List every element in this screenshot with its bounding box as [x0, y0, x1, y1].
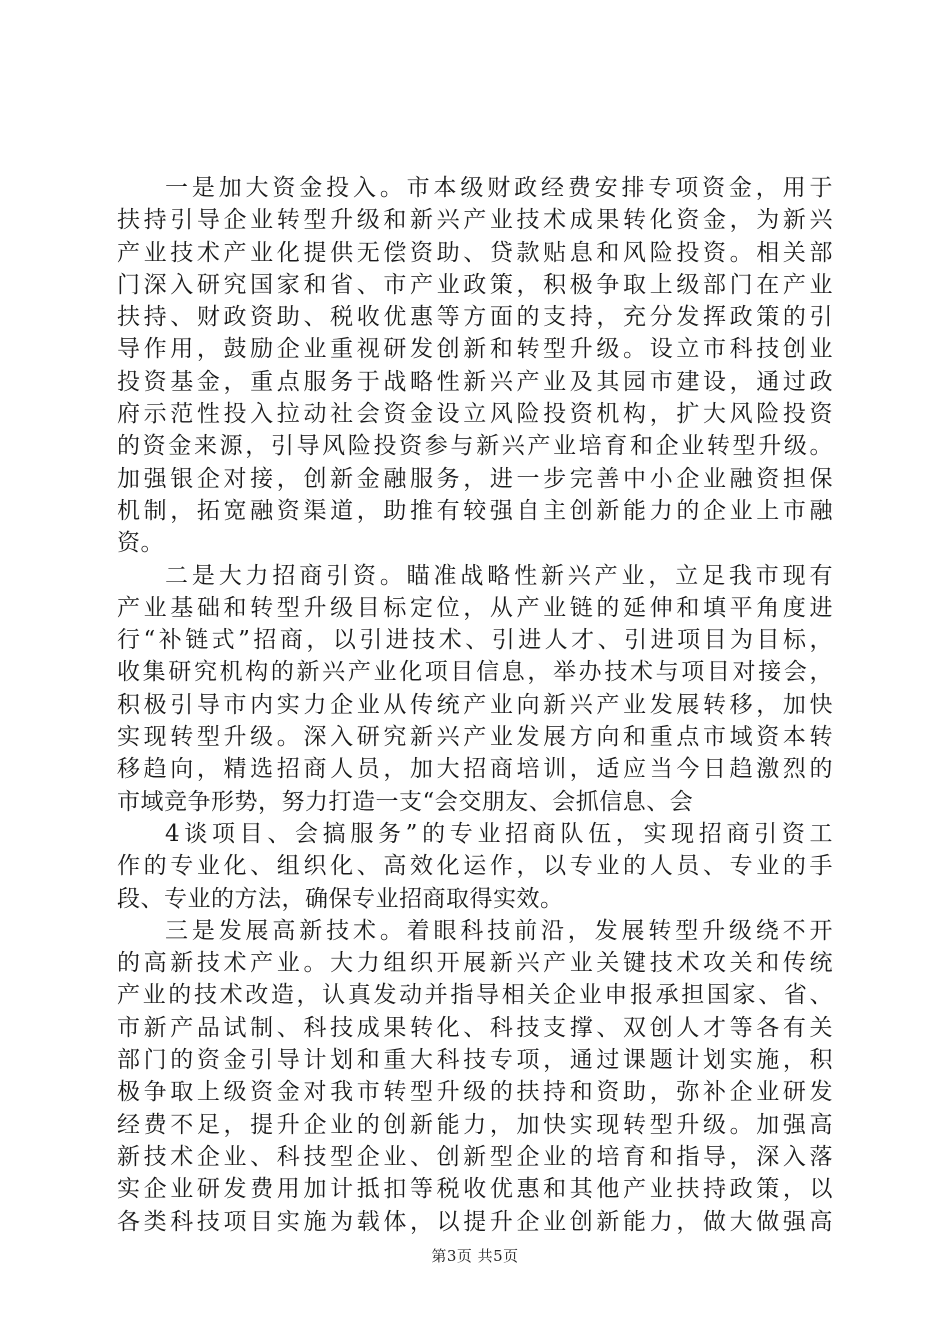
page-footer: 第3页 共5页 [431, 1247, 519, 1265]
text-line: 新技术企业、科技型企业、创新型企业的培育和指导，深入落 [117, 1143, 833, 1170]
text-line: 经费不足，提升企业的创新能力，加快实现转型升级。加强高 [117, 1111, 833, 1138]
text-line: 的资金来源，引导风险投资参与新兴产业培育和企业转型升级。 [117, 433, 833, 460]
text-line: 二是大力招商引资。瞄准战略性新兴产业，立足我市现有 [165, 562, 833, 589]
text-line: 加强银企对接，创新金融服务，进一步完善中小企业融资担保 [117, 465, 833, 492]
text-line: 积极引导市内实力企业从传统产业向新兴产业发展转移，加快 [117, 691, 833, 718]
text-line: 4谈项目、会搞服务”的专业招商队伍，实现招商引资工 [165, 820, 833, 847]
text-line: 导作用，鼓励企业重视研发创新和转型升级。设立市科技创业 [117, 336, 833, 363]
text-line: 扶持、财政资助、税收优惠等方面的支持，充分发挥政策的引 [117, 304, 833, 331]
text-line: 极争取上级资金对我市转型升级的扶持和资助，弥补企业研发 [117, 1079, 833, 1106]
text-line: 实现转型升级。深入研究新兴产业发展方向和重点市域资本转 [117, 724, 833, 751]
text-line: 段、专业的方法，确保专业招商取得实效。 [117, 885, 564, 912]
text-line: 一是加大资金投入。市本级财政经费安排专项资金，用于 [165, 175, 833, 201]
text-line: 部门的资金引导计划和重大科技专项，通过课题计划实施，积 [117, 1047, 833, 1074]
text-line: 资。 [117, 530, 164, 557]
text-line: 各类科技项目实施为载体，以提升企业创新能力，做大做强高 [117, 1208, 833, 1235]
text-line: 的高新技术产业。大力组织开展新兴产业关键技术攻关和传统 [117, 950, 833, 977]
text-line: 收集研究机构的新兴产业化项目信息，举办技术与项目对接会， [117, 659, 833, 686]
text-line: 扶持引导企业转型升级和新兴产业技术成果转化资金，为新兴 [117, 207, 833, 234]
text-line: 产业基础和转型升级目标定位，从产业链的延伸和填平角度进 [117, 594, 833, 621]
text-line: 三是发展高新技术。着眼科技前沿，发展转型升级绕不开 [165, 917, 833, 944]
text-line: 府示范性投入拉动社会资金设立风险投资机构，扩大风险投资 [117, 401, 833, 428]
text-line: 投资基金，重点服务于战略性新兴产业及其园市建设，通过政 [117, 368, 833, 395]
body-text [117, 172, 833, 1238]
text-line: 行“补链式”招商，以引进技术、引进人才、引进项目为目标， [117, 627, 833, 654]
text-line: 产业技术产业化提供无偿资助、贷款贴息和风险投资。相关部 [117, 239, 833, 266]
text-line: 门深入研究国家和省、市产业政策，积极争取上级部门在产业 [117, 271, 833, 298]
text-line: 市域竞争形势，努力打造一支“会交朋友、会抓信息、会 [117, 788, 694, 815]
text-line: 实企业研发费用加计抵扣等税收优惠和其他产业扶持政策，以 [117, 1176, 833, 1203]
text-line: 移趋向，精选招商人员，加大招商培训，适应当今日趋激烈的 [117, 756, 833, 783]
text-line: 产业的技术改造，认真发动并指导相关企业申报承担国家、省、 [117, 982, 833, 1009]
text-line: 作的专业化、组织化、高效化运作，以专业的人员、专业的手 [117, 853, 833, 880]
text-line: 市新产品试制、科技成果转化、科技支撑、双创人才等各有关 [117, 1014, 833, 1041]
text-line: 机制，拓宽融资渠道，助推有较强自主创新能力的企业上市融 [117, 497, 833, 524]
